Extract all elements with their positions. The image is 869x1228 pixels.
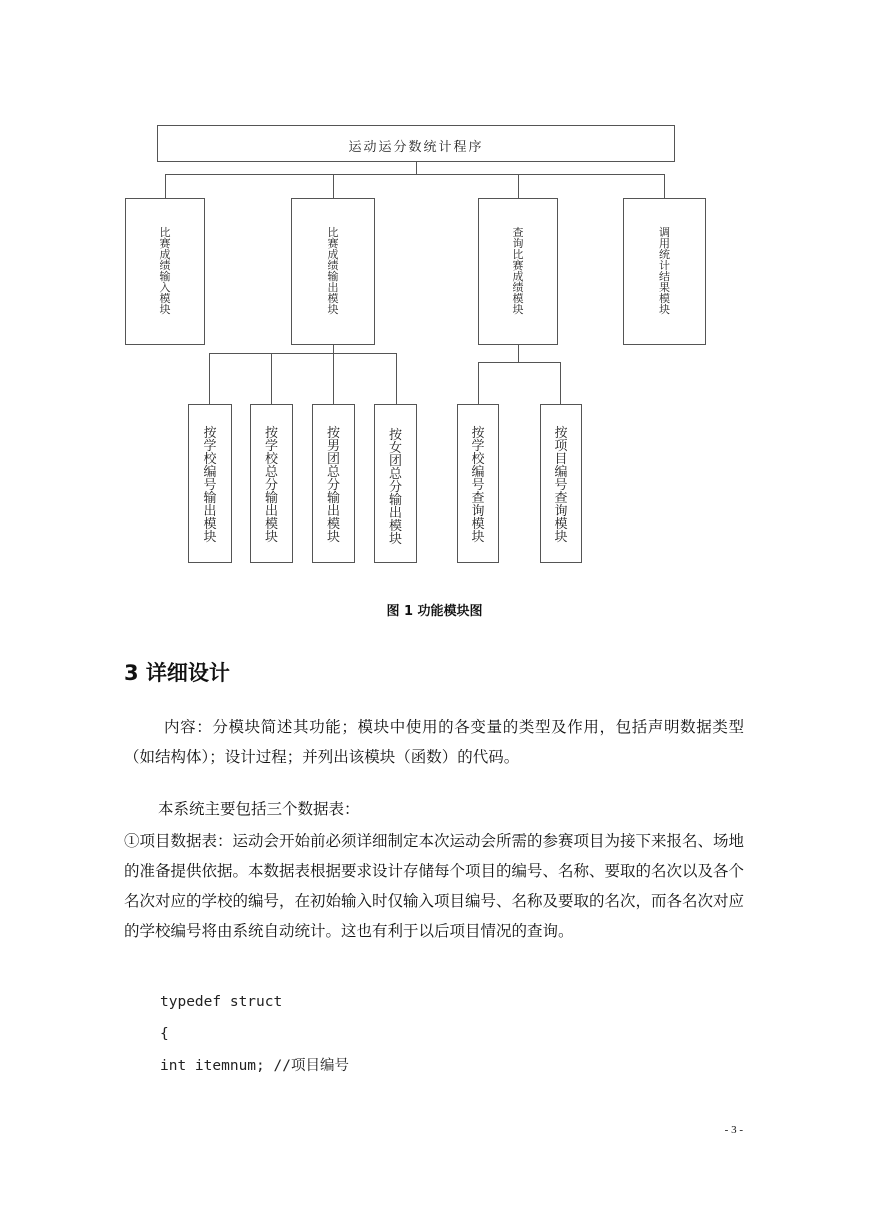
module-label: 比 赛 成 绩 输 出 模 块 (327, 226, 339, 316)
submodule-label: 按 男 团 总 分 输 出 模 块 (326, 426, 340, 545)
code-line: { (160, 1026, 169, 1042)
submodule-box (188, 404, 232, 563)
code-block (160, 986, 349, 1082)
module-box-input (125, 198, 205, 345)
connector-line (165, 174, 166, 198)
page-number: - 3 - (724, 1124, 743, 1136)
code-line: typedef struct (160, 994, 283, 1010)
module-label: 比 赛 成 绩 输 入 模 块 (159, 226, 171, 316)
connector-line (416, 162, 417, 174)
connector-line (560, 362, 561, 404)
connector-line (209, 353, 397, 354)
connector-line (518, 345, 519, 362)
connector-line (333, 345, 334, 353)
connector-line (209, 353, 210, 404)
item-table-paragraph: ①项目数据表：运动会开始前必须详细制定本次运动会所需的参赛项目为接下来报名、场地的准备提供依据。本数据表根据要求设计存储每个项目的编号、名称、要取的名次以及各个名次对应的学校的编号，在初始输入时仅输入项目编号、名称及要取的名次，而各名次对应的学校编号将由系统自动统计。这也有利于以后项目情况的查询。 (124, 832, 745, 940)
submodule-box (374, 404, 417, 563)
submodule-label: 按 女 团 总 分 输 出 模 块 (388, 428, 402, 547)
connector-line (271, 353, 272, 404)
module-box-query (478, 198, 558, 345)
module-box-output (291, 198, 375, 345)
submodule-label: 按 学 校 编 号 查 询 模 块 (471, 426, 485, 545)
connector-line (165, 174, 664, 175)
submodule-box (312, 404, 355, 563)
connector-line (478, 362, 479, 404)
diagram-root-box (157, 125, 675, 162)
figure-caption: 图 1 功能模块图 (386, 604, 483, 619)
connector-line (333, 174, 334, 198)
tables-intro-paragraph: 本系统主要包括三个数据表： (158, 800, 360, 818)
connector-line (333, 353, 334, 404)
submodule-label: 按 项 目 编 号 查 询 模 块 (554, 426, 568, 545)
submodule-box (540, 404, 582, 563)
module-box-statistics (623, 198, 706, 345)
code-line: int itemnum; //项目编号 (160, 1058, 349, 1074)
submodule-label: 按 学 校 编 号 输 出 模 块 (203, 426, 217, 545)
connector-line (396, 353, 397, 404)
diagram-root-label: 运动运分数统计程序 (348, 140, 484, 155)
intro-paragraph: 内容：分模块简述其功能；模块中使用的各变量的类型及作用，包括声明数据类型（如结构体）；设计过程；并列出该模块（函数）的代码。 (124, 718, 744, 766)
connector-line (664, 174, 665, 198)
section-heading: 3 详细设计 (124, 661, 230, 685)
submodule-label: 按 学 校 总 分 输 出 模 块 (264, 426, 278, 545)
submodule-box (457, 404, 499, 563)
module-label: 查 询 比 赛 成 绩 模 块 (512, 226, 524, 316)
connector-line (478, 362, 561, 363)
connector-line (518, 174, 519, 198)
module-label: 调 用 统 计 结 果 模 块 (659, 226, 670, 316)
submodule-box (250, 404, 293, 563)
